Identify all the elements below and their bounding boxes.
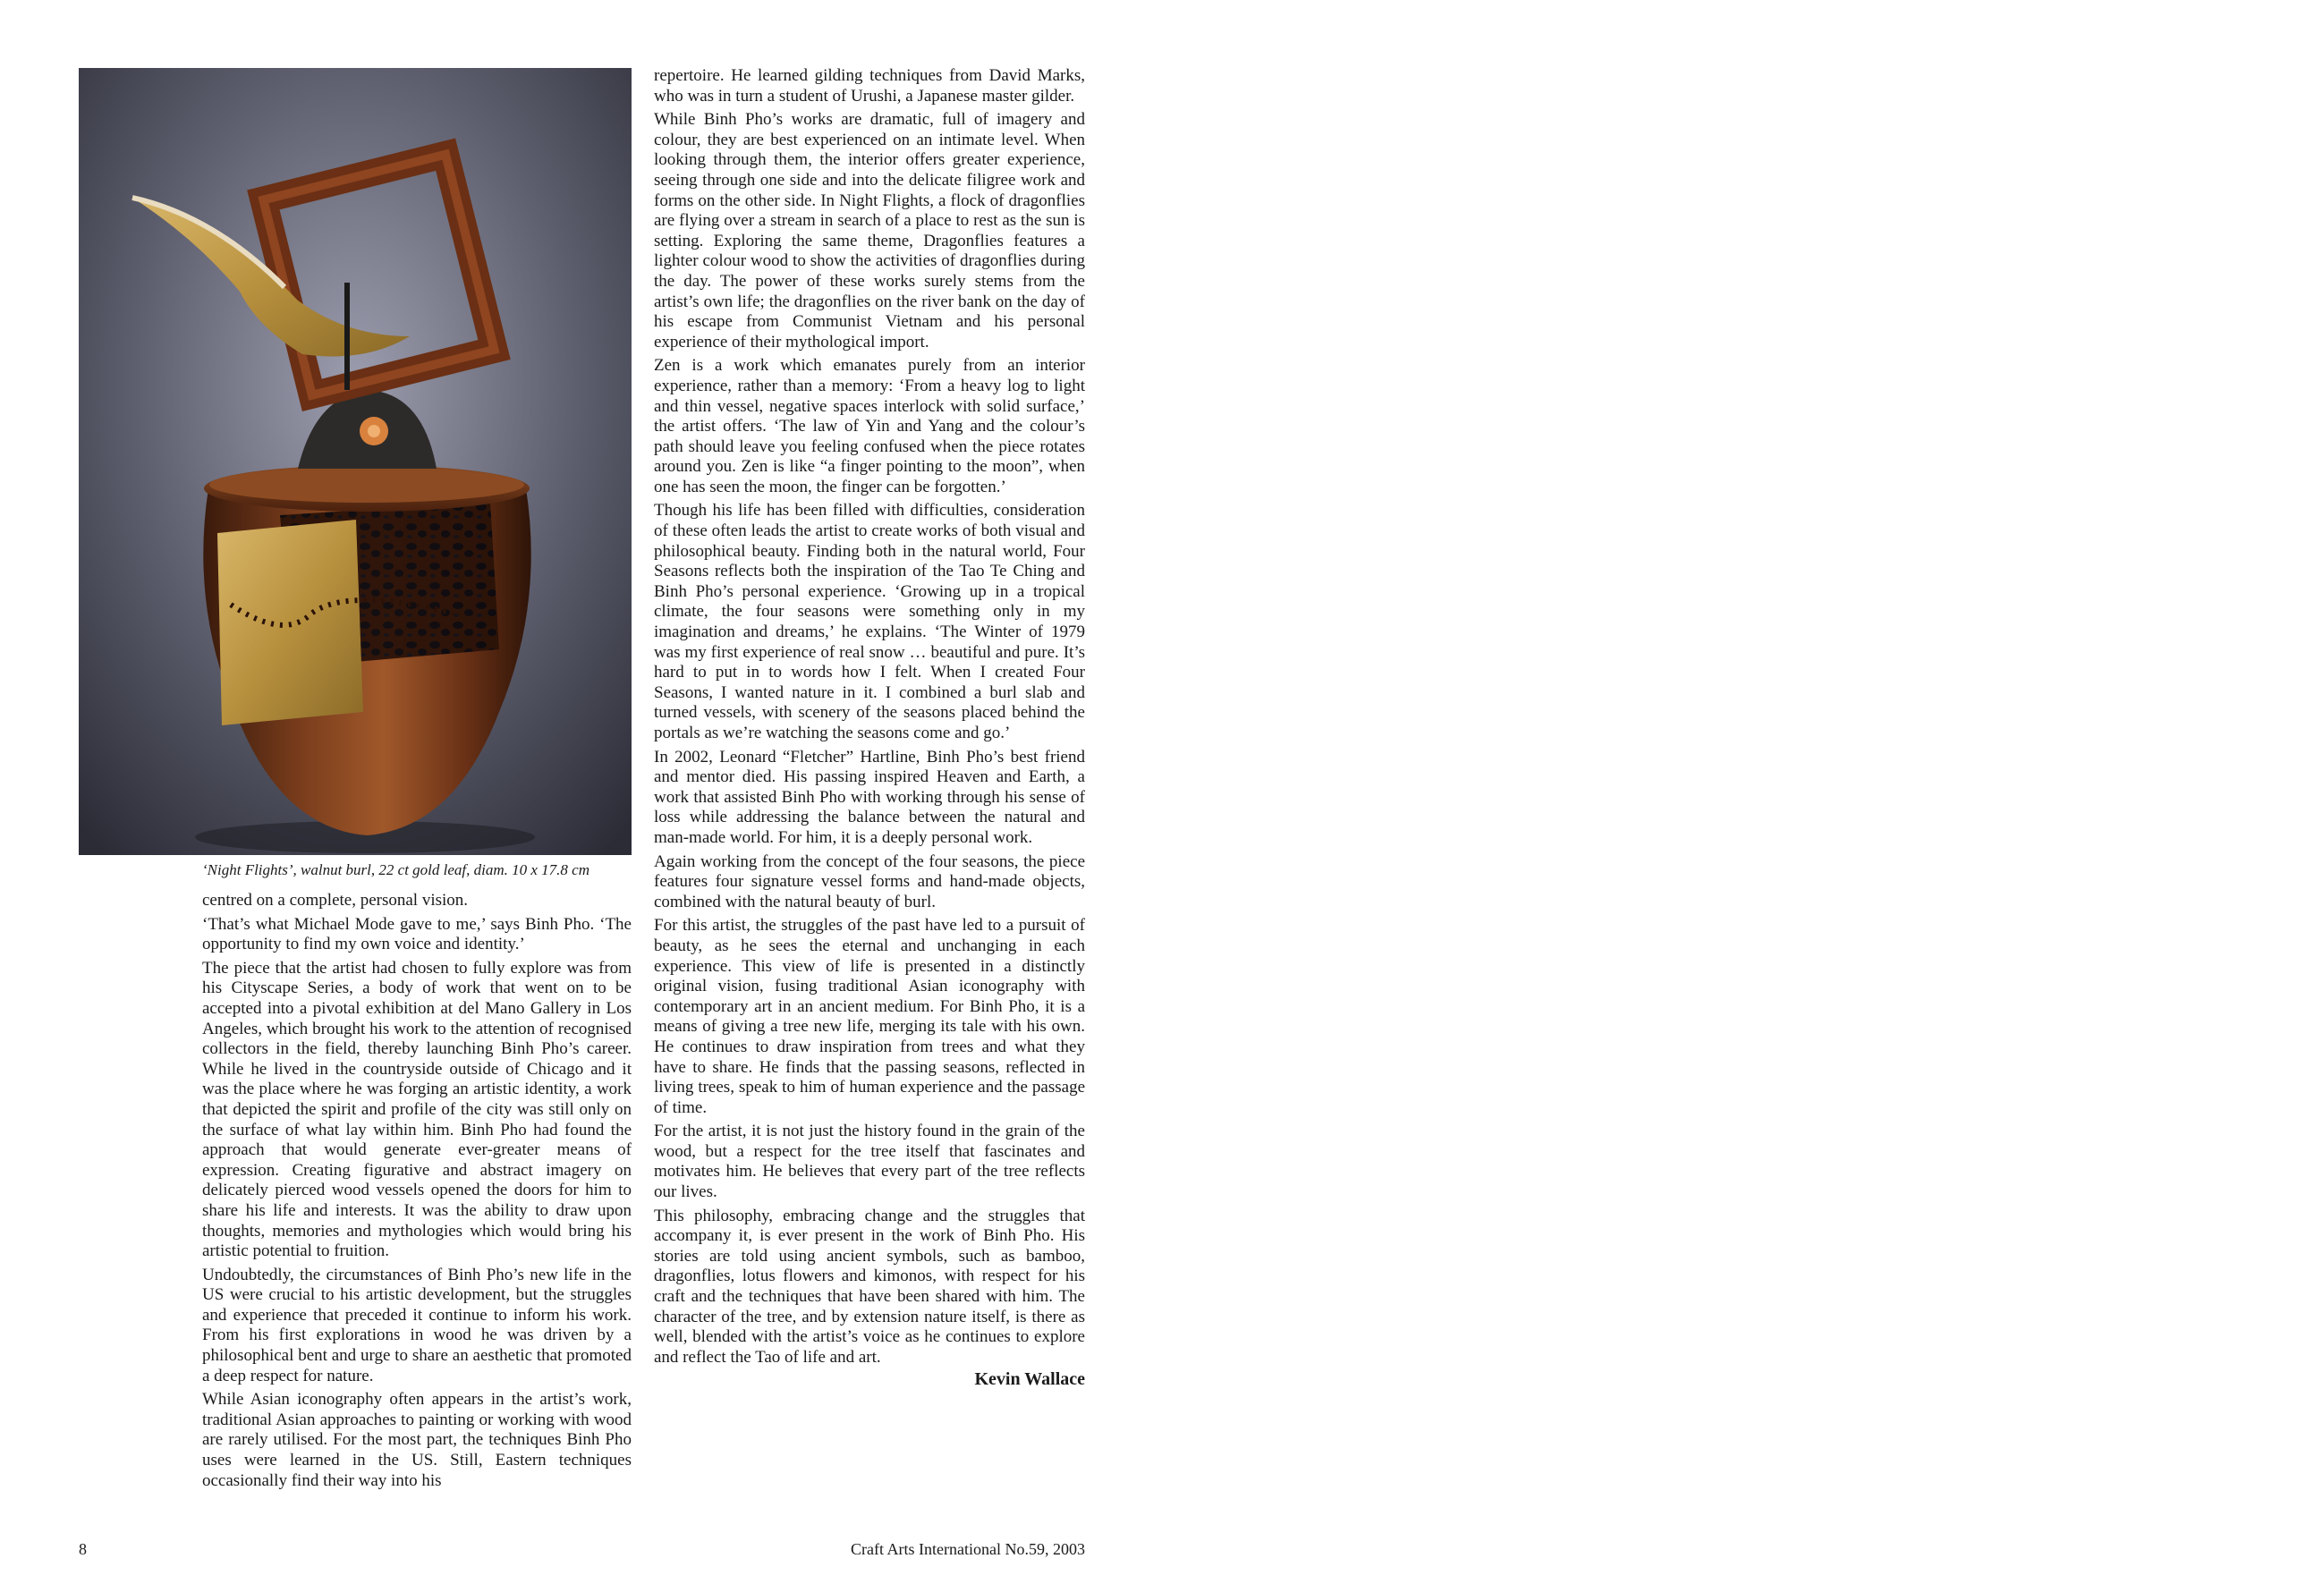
left-text-column	[202, 891, 632, 1491]
paragraph: Zen is a work which emanates purely from an interior experience, rather than a memory: ‘From a heavy log to light and thin vessel, negative spaces interlock with solid surface,’ the artist offers. ‘The law of Yin and Yang and the colour’s path should leave you feeling confused when the piece rotates around you. Zen is like “a finger pointing to the moon”, when one has seen the moon, the finger can be forgotten.’	[654, 356, 1085, 496]
paragraph: Undoubtedly, the circumstances of Binh Pho’s new life in the US were crucial to his artistic development, but the struggles and experience that preceded it continue to inform his work. From his first explorations in wood he was driven by a philosophical bent and urge to share an aesthetic that promoted a deep respect for nature.	[202, 1265, 632, 1385]
paragraph: For this artist, the struggles of the past have led to a pursuit of beauty, as he sees the eternal and unchanging in each experience. This view of life is presented in a distinctly original vision, fusing traditional Asian iconography with contemporary art in an ancient medium. For Binh Pho, it is a means of giving a tree new life, merging its tale with his own. He continues to draw inspiration from trees and what they have to share. He finds that the passing seasons, reflected in living trees, speak to him of human experience and the passage of time.	[654, 916, 1085, 1117]
paragraph: ‘That’s what Michael Mode gave to me,’ says Binh Pho. ‘The opportunity to find my own voice and identity.’	[202, 914, 632, 954]
paragraph: Again working from the concept of the four seasons, the piece features four signature vessel forms and hand-made objects, combined with the natural beauty of burl.	[654, 851, 1085, 911]
paragraph: Though his life has been filled with difficulties, consideration of these often leads the artist to create works of both visual and philosophical beauty. Finding both in the natural world, Four Seasons reflects both the inspiration of the Tao Te Ching and Binh Pho’s personal experience. ‘Growing up in a tropical climate, the four seasons were something only in my imagination and dreams,’ he explains. ‘The Winter of 1979 was my first experience of real snow … beautiful and pure. It’s hard to put in to words how I felt. When I created Four Seasons, I wanted nature in it. I combined a burl slab and turned vessels, with scenery of the seasons placed behind the portals as we’re watching the seasons come and go.’	[654, 501, 1085, 742]
vessel-illustration	[79, 68, 632, 855]
page-number: 8	[79, 1540, 87, 1558]
photo-caption: ‘Night Flights’, walnut burl, 22 ct gold leaf, diam. 10 x 17.8 cm	[202, 861, 590, 878]
paragraph: While Asian iconography often appears in the artist’s work, traditional Asian approaches to painting or working with wood are rarely utilised. For the most part, the techniques Binh Pho uses were learned in the US. Still, Eastern techniques occasionally find their way into his	[202, 1390, 632, 1490]
right-text-column	[654, 66, 1085, 1390]
paragraph: In 2002, Leonard “Fletcher” Hartline, Binh Pho’s best friend and mentor died. His passing inspired Heaven and Earth, a work that assisted Binh Pho with working through his sense of loss while addressing the balance between the natural and man-made world. For him, it is a deeply personal work.	[654, 747, 1085, 847]
artwork-photo	[79, 68, 632, 855]
paragraph: repertoire. He learned gilding techniques from David Marks, who was in turn a student of Urushi, a Japanese master gilder.	[654, 66, 1085, 106]
paragraph: While Binh Pho’s works are dramatic, full of imagery and colour, they are best experienced on an intimate level. When looking through them, the interior offers greater experience, seeing through one side and into the delicate filigree work and forms on the other side. In Night Flights, a flock of dragonflies are flying over a stream in search of a place to rest as the sun is setting. Exploring the same theme, Dragonflies features a lighter colour wood to show the activities of dragonflies during the day. The power of these works surely stems from the artist’s own life; the dragonflies on the river bank on the day of his escape from Communist Vietnam and his personal experience of their mythological import.	[654, 110, 1085, 352]
author-signature: Kevin Wallace	[974, 1369, 1085, 1390]
publication-footer: Craft Arts International No.59, 2003	[851, 1540, 1085, 1558]
paragraph: This philosophy, embracing change and the struggles that accompany it, is ever present in the work of Binh Pho. His stories are told using ancient symbols, such as bamboo, dragonflies, lotus flowers and kimonos, with respect for his craft and the techniques that have been shared with him. The character of the tree, and by extension nature itself, is there as well, blended with the artist’s voice as he continues to explore and reflect the Tao of life and art.	[654, 1206, 1085, 1367]
paragraph: centred on a complete, personal vision.	[202, 891, 469, 910]
paragraph: For the artist, it is not just the history found in the grain of the wood, but a respect for the tree itself that fascinates and motivates him. He believes that every part of the tree reflects our lives.	[654, 1122, 1085, 1202]
paragraph: The piece that the artist had chosen to fully explore was from his Cityscape Series, a body of work that went on to be accepted into a pivotal exhibition at del Mano Gallery in Los Angeles, which brought his work to the attention of recognised collectors in the field, thereby launching Binh Pho’s career. While he lived in the countryside outside of Chicago and it was the place where he was forging an artistic identity, a work that depicted the spirit and profile of the city was still only on the surface of what lay within him. Binh Pho had found the approach that would generate ever-greater means of expression. Creating figurative and abstract imagery on delicately pierced wood vessels opened the doors for him to share his life and interests. It was the ability to draw upon thoughts, memories and mythologies which would bring his artistic potential to fruition.	[202, 958, 632, 1261]
